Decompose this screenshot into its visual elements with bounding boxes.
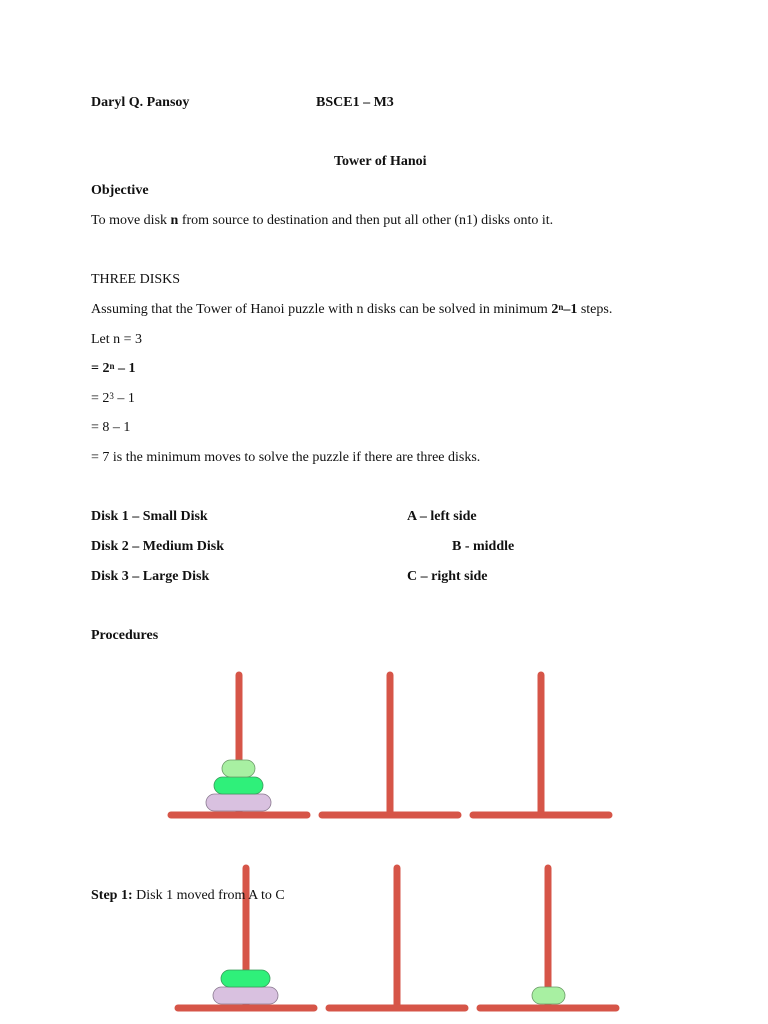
substitution-suffix: – 1 [113, 391, 135, 406]
disk-2-label: Disk 2 – Medium Disk [91, 539, 225, 554]
formula-prefix: = 2 [91, 361, 110, 376]
let-n-line: Let n = 3 [91, 332, 143, 347]
result-line: = 7 is the minimum moves to solve the puzzle if there are three disks. [91, 450, 481, 465]
step-1-description: Disk 1 moved from A to C [132, 888, 285, 903]
substitution-prefix: = 2 [91, 391, 110, 406]
author-name: Daryl Q. Pansoy [91, 95, 190, 110]
objective-heading: Objective [91, 183, 149, 198]
disk-3-label: Disk 3 – Large Disk [91, 569, 210, 584]
disk-1-label: Disk 1 – Small Disk [91, 509, 208, 524]
peg-b [329, 868, 465, 1008]
formula-exponent: n [109, 361, 115, 371]
class-section: BSCE1 – M3 [316, 95, 394, 110]
objective-n: n [170, 213, 179, 228]
assumption-base: 2 [551, 302, 559, 317]
page-title: Tower of Hanoi [334, 154, 427, 169]
eight-minus-one-line: = 8 – 1 [91, 420, 131, 435]
peg-a-label: A – left side [407, 509, 477, 524]
step-1-label: Step 1: [91, 888, 133, 903]
procedures-heading: Procedures [91, 628, 159, 643]
formula-suffix: – 1 [114, 361, 136, 376]
disk-3-large [213, 987, 278, 1004]
assumption-tail: –1 [563, 302, 578, 317]
three-disks-heading: THREE DISKS [91, 272, 181, 287]
disk-2-medium [221, 970, 270, 987]
assumption-exponent: n [558, 302, 564, 312]
peg-c-label: C – right side [407, 569, 488, 584]
assumption-before: Assuming that the Tower of Hanoi puzzle with n disks can be solved in minimum [91, 302, 552, 317]
step-1-text [91, 887, 285, 905]
objective-text-after: from source to destination and then put all other (n1) disks onto it. [178, 213, 554, 228]
objective-text-before: To move disk [91, 213, 171, 228]
assumption-after: steps. [577, 302, 613, 317]
disk-1-small [532, 987, 565, 1004]
substitution-exponent: 3 [109, 391, 114, 401]
peg-b-label: B - middle [452, 539, 515, 554]
